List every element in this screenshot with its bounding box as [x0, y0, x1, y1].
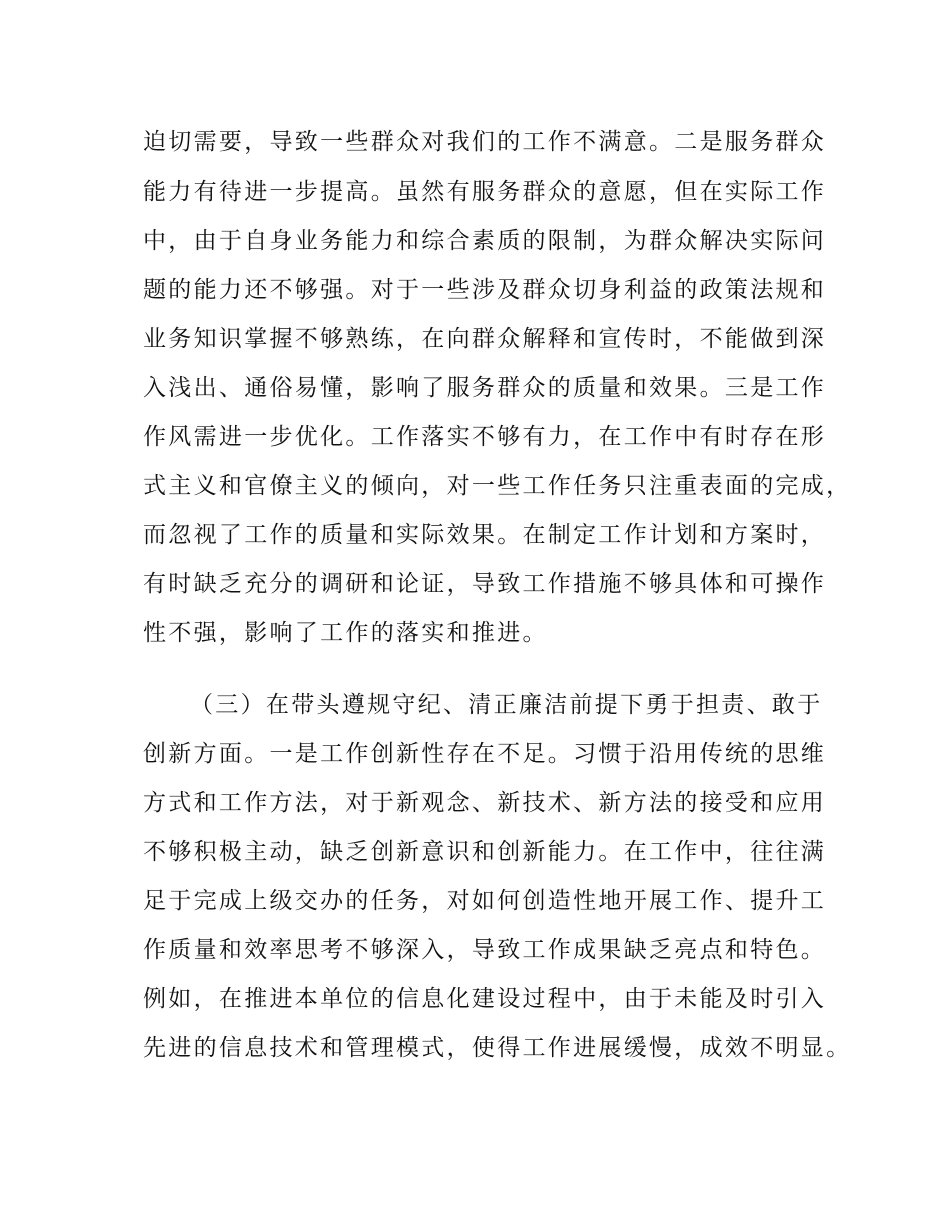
text-line: 有时缺乏充分的调研和论证，导致工作措施不够具体和可操作	[143, 571, 827, 597]
paragraph-heading-line: （三）在带头遵规守纪、清正廉洁前提下勇于担责、敢于	[190, 692, 823, 718]
text-line: 创新方面。一是工作创新性存在不足。习惯于沿用传统的思维	[143, 741, 827, 767]
text-line: 性不强，影响了工作的落实和推进。	[143, 620, 548, 646]
text-line: 先进的信息技术和管理模式，使得工作进展缓慢，成效不明显。	[143, 1035, 852, 1061]
text-line: 入浅出、通俗易懂，影响了服务群众的质量和效果。三是工作	[143, 375, 827, 401]
text-line: 式主义和官僚主义的倾向，对一些工作任务只注重表面的完成，	[143, 473, 852, 499]
text-line: 业务知识掌握不够熟练，在向群众解释和宣传时，不能做到深	[143, 326, 827, 352]
text-line: 而忽视了工作的质量和实际效果。在制定工作计划和方案时，	[143, 522, 827, 548]
text-line: 题的能力还不够强。对于一些涉及群众切身利益的政策法规和	[143, 277, 827, 303]
text-line: 作质量和效率思考不够深入，导致工作成果缺乏亮点和特色。	[143, 937, 827, 963]
text-line: 例如，在推进本单位的信息化建设过程中，由于未能及时引入	[143, 986, 827, 1012]
text-line: 足于完成上级交办的任务，对如何创造性地开展工作、提升工	[143, 888, 827, 914]
text-line: 中，由于自身业务能力和综合素质的限制，为群众解决实际问	[143, 228, 827, 254]
text-line: 迫切需要，导致一些群众对我们的工作不满意。二是服务群众	[143, 129, 827, 155]
text-line: 作风需进一步优化。工作落实不够有力，在工作中有时存在形	[143, 424, 827, 450]
text-line: 方式和工作方法，对于新观念、新技术、新方法的接受和应用	[143, 790, 827, 816]
text-line: 能力有待进一步提高。虽然有服务群众的意愿，但在实际工作	[143, 179, 827, 205]
text-line: 不够积极主动，缺乏创新意识和创新能力。在工作中，往往满	[143, 839, 827, 865]
